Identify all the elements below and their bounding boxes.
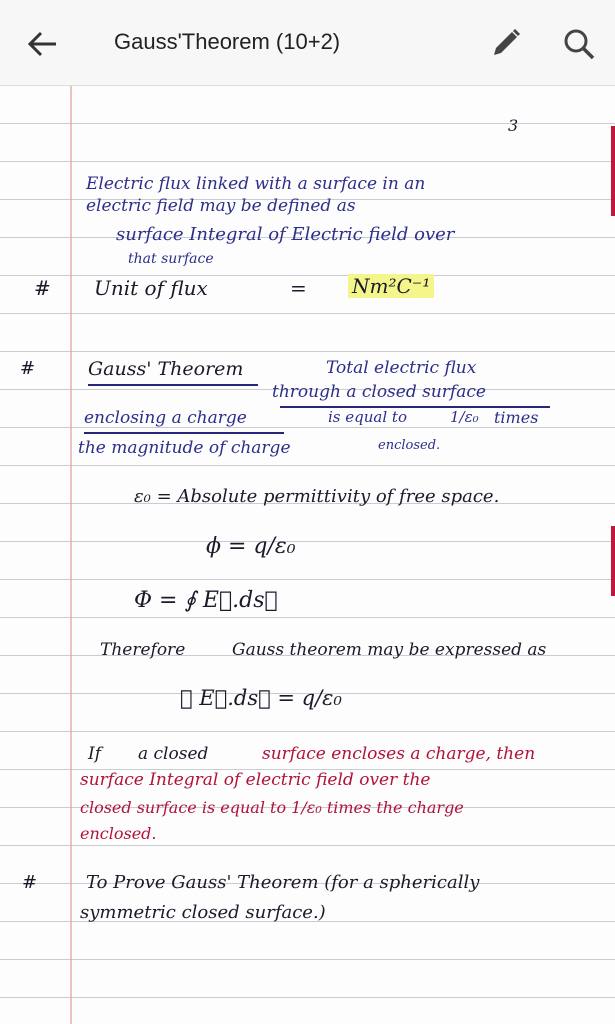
corner-mark: 3 — [508, 116, 519, 135]
equation-phi: ϕ = q/ε₀ — [206, 534, 296, 559]
bullet-mark: # — [20, 358, 36, 379]
pencil-icon[interactable] — [488, 25, 524, 61]
statement-line-1b: a closed — [138, 744, 209, 764]
theorem-line-3a: enclosing a charge — [84, 408, 247, 428]
definition-line-1: Electric flux linked with a surface in an — [86, 174, 426, 194]
notebook-page — [0, 86, 615, 1024]
theorem-heading: Gauss' Theorem — [88, 358, 244, 380]
statement-line-1a: If — [88, 744, 102, 764]
theorem-line-4a: the magnitude of charge — [78, 438, 291, 458]
document-title: Gauss'Theorem (10+2) — [114, 29, 341, 54]
prove-line-2: symmetric closed surface.) — [80, 902, 326, 923]
statement-line-2: surface Integral of electric field over the — [80, 770, 431, 790]
page-edge-mark — [611, 526, 615, 596]
theorem-line-3d: times — [494, 408, 539, 427]
unit-equals: = — [290, 276, 307, 300]
search-icon[interactable] — [560, 25, 598, 63]
theorem-line-3b: is equal to — [328, 408, 407, 426]
statement-line-3: closed surface is equal to 1/ε₀ times the charge — [80, 798, 464, 817]
bullet-mark: # — [34, 276, 51, 300]
statement-line-4: enclosed. — [80, 824, 157, 843]
unit-label: Unit of flux — [94, 276, 208, 300]
therefore-text: Gauss theorem may be expressed as — [232, 640, 547, 660]
theorem-fraction: 1/ε₀ — [450, 408, 479, 426]
page-edge-mark — [611, 126, 615, 216]
equation-gauss: ∮ E⃗.ds⃗ = q/ε₀ — [180, 686, 342, 710]
page-margin-line — [70, 86, 72, 1024]
statement-line-1c: surface encloses a charge, then — [262, 744, 536, 764]
app-bar — [0, 0, 615, 86]
equation-flux: Φ = ∮ E⃗.ds⃗ — [134, 588, 278, 613]
unit-value: Nm²C⁻¹ — [348, 274, 434, 298]
therefore-word: Therefore — [100, 640, 186, 660]
epsilon-definition: ε₀ = Absolute permittivity of free space. — [134, 486, 500, 507]
definition-line-4: that surface — [128, 251, 214, 267]
theorem-line-1: Total electric flux — [326, 358, 477, 378]
theorem-underline — [84, 432, 284, 434]
theorem-line-4b: enclosed. — [378, 438, 441, 453]
definition-line-3: surface Integral of Electric field over — [116, 224, 455, 245]
bullet-mark: # — [22, 872, 38, 893]
definition-line-2: electric field may be defined as — [86, 196, 356, 216]
theorem-line-2: through a closed surface — [272, 382, 486, 402]
prove-line-1: To Prove Gauss' Theorem (for a spherically — [86, 872, 480, 893]
back-arrow-icon[interactable] — [22, 24, 62, 64]
heading-underline — [88, 384, 258, 386]
